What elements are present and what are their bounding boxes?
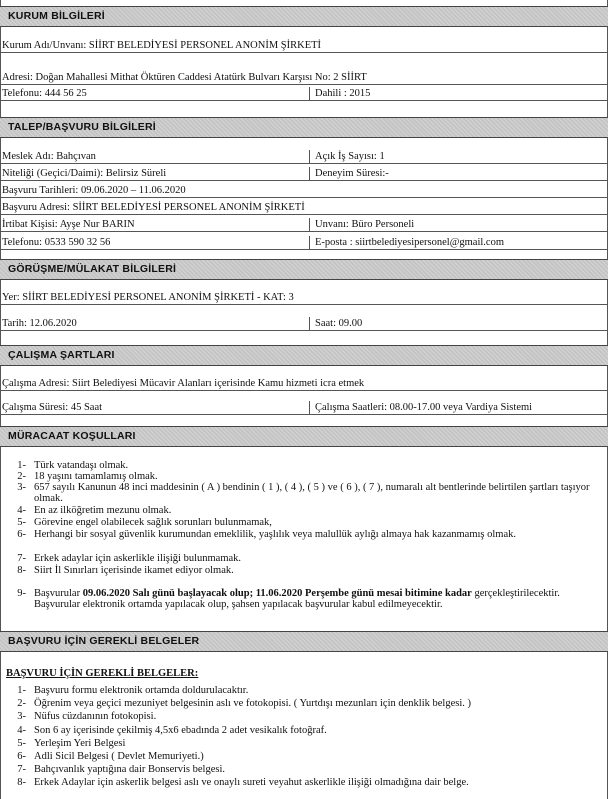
gorusme-tarih-row (0, 317, 608, 331)
list-item-text: Türk vatandaşı olmak. (34, 460, 129, 471)
gorusme-yer: Yer: SİİRT BELEDİYESİ PERSONEL ANONİM ŞİRKETİ - KAT: 3 (0, 291, 608, 305)
kurum-dahili: Dahili : 2015 (315, 88, 371, 99)
list-item (0, 565, 608, 576)
list-item-number: 1- (17, 460, 26, 471)
belgeler-subheader: BAŞVURU İÇİN GEREKLİ BELGELER: (6, 668, 199, 679)
list-item-text: Adli Sicil Belgesi ( Devlet Memuriyeti.) (34, 751, 204, 762)
list-item-text: En az ilköğretim mezunu olmak. (34, 505, 172, 516)
gorusme-tarih: Tarih: 12.06.2020 (0, 317, 310, 330)
list-item (0, 529, 608, 540)
calisma-saatleri: Çalışma Saatleri: 08.00-17.00 veya Vardiya Sistemi (315, 402, 533, 413)
calisma-adresi: Çalışma Adresi: Siirt Belediyesi Mücavir Alanları içerisinde Kamu hizmeti icra etmek (0, 377, 608, 391)
basvuru-tarihleri: Başvuru Tarihleri: 09.06.2020 – 11.06.2020 (0, 184, 608, 198)
list-item-text: Son 6 ay içerisinde çekilmiş 4,5x6 ebadında 2 adet vesikalık fotoğraf. (34, 724, 327, 736)
talep-telefon: Telefonu: 0533 590 32 56 (0, 236, 310, 249)
list-item (0, 553, 608, 564)
talep-meslek-row (0, 150, 608, 164)
list-item (0, 777, 608, 788)
muracaat-item-9 (0, 588, 608, 610)
kurum-adres: Adresi: Doğan Mahallesi Mithat Öktüren Caddesi Atatürk Bulvarı Karşısı No: 2 SİİRT (0, 71, 608, 85)
list-item (0, 698, 608, 709)
list-item-text: Başvuru formu elektronik ortamda doldurulacaktır. (34, 685, 249, 696)
list-item (0, 482, 608, 504)
list-item-number: 7- (17, 764, 26, 776)
list-item-text: Bahçıvanlık yaptığına dair Bonservis belgesi. (34, 764, 225, 776)
list-item-number: 3- (17, 711, 26, 723)
calisma-suresi: Çalışma Süresi: 45 Saat (0, 401, 310, 414)
talep-telefon-row (0, 236, 608, 250)
kurum-telefon-row (0, 87, 608, 101)
list-item-number: 5- (17, 517, 26, 528)
list-item-number: 9- (17, 588, 26, 599)
list-item-number: 4- (17, 505, 26, 516)
list-item-text: Öğrenim veya geçici mezuniyet belgesinin aslı ve fotokopisi. ( Yurtdışı mezunları için denklik belgesi. ) (34, 698, 471, 710)
calisma-sure-row (0, 401, 608, 415)
deneyim-suresi: Deneyim Süresi:- (315, 168, 389, 179)
list-item (0, 685, 608, 696)
list-item-number: 6- (17, 751, 26, 762)
list-item-number: 2- (17, 471, 26, 482)
list-item (0, 517, 608, 528)
list-item-number: 3- (17, 482, 26, 493)
list-item-number: 4- (17, 724, 26, 736)
section-header-talep: TALEP/BAŞVURU BİLGİLERİ (0, 117, 608, 138)
talep-irtibat-row (0, 218, 608, 232)
list-item-text (34, 588, 608, 610)
list-item-text: Erkek adaylar için askerlikle ilişiği bulunmamak. (34, 553, 242, 564)
list-item-text: Yerleşim Yeri Belgesi (34, 737, 126, 749)
list-item (0, 725, 608, 736)
list-item (0, 764, 608, 775)
list-item-text: Siirt İl Sınırları içerisinde ikamet ediyor olmak. (34, 565, 234, 576)
irtibat-kisisi: İrtibat Kişisi: Ayşe Nur BARIN (0, 218, 310, 231)
list-item-number: 6- (17, 529, 26, 540)
acik-is-sayisi: Açık İş Sayısı: 1 (315, 151, 385, 162)
section-header-belgeler: BAŞVURU İÇİN GEREKLİ BELGELER (0, 631, 608, 652)
list-item-text: 18 yaşını tamamlamış olmak. (34, 471, 158, 482)
section-header-gorusme: GÖRÜŞME/MÜLAKAT BİLGİLERİ (0, 259, 608, 280)
list-item (0, 505, 608, 516)
section-header-muracaat: MÜRACAAT KOŞULLARI (0, 426, 608, 447)
list-item-text: Erkek Adaylar için askerlik belgesi aslı ve onaylı sureti veyahut askerlikle ilişiği olmadığına dair belge. (34, 777, 469, 789)
irtibat-unvan: Unvanı: Büro Personeli (315, 219, 415, 230)
kurum-telefon: Telefonu: 444 56 25 (0, 87, 310, 100)
list-item-text: Herhangi bir sosyal güvenlik kurumundan emeklilik, yaşlılık veya malullük aylığı almaya hak kazanmamış olmak. (34, 529, 517, 540)
list-item-text: Görevine engel olabilecek sağlık sorunları bulunmamak, (34, 517, 272, 528)
item9-bold: 09.06.2020 Salı günü başlayacak olup; 11.06.2020 Perşembe günü mesai bitimine kadar (82, 588, 472, 599)
list-item (0, 711, 608, 722)
list-item-text: Nüfus cüzdanının fotokopisi. (34, 711, 157, 723)
talep-eposta: E-posta : siirtbelediyesipersonel@gmail.com (315, 237, 504, 248)
talep-nitelik-row (0, 167, 608, 181)
item9-rest: gerçekleştirilecektir. Başvurular elektronik ortamda yapılacak olup, şahsen yapılacak başvurular kabul edilmeyecektir. (34, 588, 560, 610)
niteligi: Niteliği (Geçici/Daimi): Belirsiz Süreli (0, 167, 310, 180)
list-item (0, 460, 608, 471)
list-item (0, 751, 608, 762)
list-item-number: 2- (17, 698, 26, 710)
list-item (0, 471, 608, 482)
list-item-number: 5- (17, 737, 26, 749)
section-header-kurum: KURUM BİLGİLERİ (0, 6, 608, 27)
item9-pre: Başvurular (34, 588, 83, 599)
section-header-calisma: ÇALIŞMA ŞARTLARI (0, 345, 608, 366)
kurum-adi: Kurum Adı/Unvanı: SİİRT BELEDİYESİ PERSONEL ANONİM ŞİRKETİ (0, 39, 608, 53)
list-item-number: 8- (17, 565, 26, 576)
meslek-adi: Meslek Adı: Bahçıvan (0, 150, 310, 163)
basvuru-adresi: Başvuru Adresi: SİİRT BELEDİYESİ PERSONEL ANONİM ŞİRKETİ (0, 201, 608, 215)
list-item-number: 8- (17, 777, 26, 789)
list-item-number: 1- (17, 685, 26, 696)
list-item-text: 657 sayılı Kanunun 48 inci maddesinin ( A ) bendinin ( 1 ), ( 4 ), ( 5 ) ve ( 6 ), ( 7 ), numaralı alt bentlerinde belirtilen şartları taşıyor olmak. (34, 482, 590, 504)
list-item-number: 7- (17, 553, 26, 564)
list-item (0, 738, 608, 749)
gorusme-saat: Saat: 09.00 (315, 318, 363, 329)
